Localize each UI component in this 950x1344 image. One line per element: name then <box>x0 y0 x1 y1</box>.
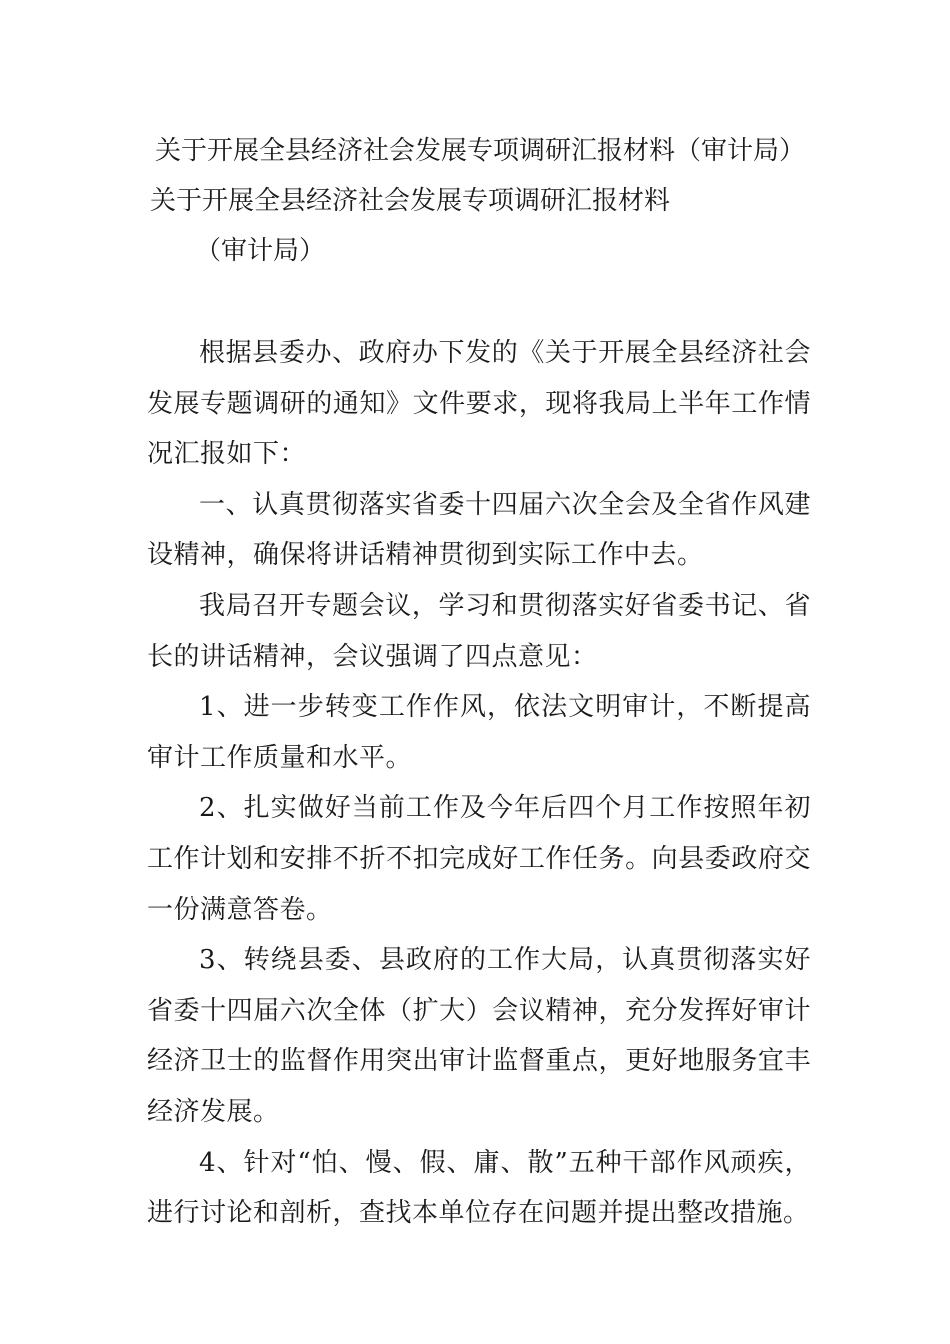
paragraph-point-3: 3、转绕县委、县政府的工作大局，认真贯彻落实好省委十四届六次全体（扩大）会议精神，充分发挥好审计经济卫士的监督作用突出审计监督重点，更好地服务宜丰经济发展。 <box>147 945 811 1127</box>
paragraph-meeting: 我局召开专题会议，学习和贯彻落实好省委书记、省长的讲话精神，会议强调了四点意见： <box>147 590 811 672</box>
paragraph-point-1: 1、进一步转变工作作风，依法文明审计，不断提高审计工作质量和水平。 <box>147 692 811 773</box>
document-department: （审计局） <box>195 236 326 266</box>
document-title: 关于开展全县经济社会发展专项调研汇报材料（审计局） <box>155 136 806 166</box>
paragraph-point-4: 4、针对“怕、慢、假、庸、散”五种干部作风顽疾，进行讨论和剖析，查找本单位存在问题并提出整改措施。 <box>147 1147 811 1229</box>
paragraph-intro: 根据县委办、政府办下发的《关于开展全县经济社会发展专题调研的通知》文件要求，现将我局上半年工作情况汇报如下： <box>147 338 811 470</box>
document-subtitle: 关于开展全县经济社会发展专项调研汇报材料 <box>150 186 671 216</box>
paragraph-section-heading: 一、认真贯彻落实省委十四届六次全会及全省作风建设精神，确保将讲话精神贯彻到实际工作中去。 <box>147 489 811 571</box>
document-body <box>147 328 811 1239</box>
paragraph-point-2: 2、扎实做好当前工作及今年后四个月工作按照年初工作计划和安排不折不扣完成好工作任务。向县委政府交一份满意答卷。 <box>147 793 811 925</box>
